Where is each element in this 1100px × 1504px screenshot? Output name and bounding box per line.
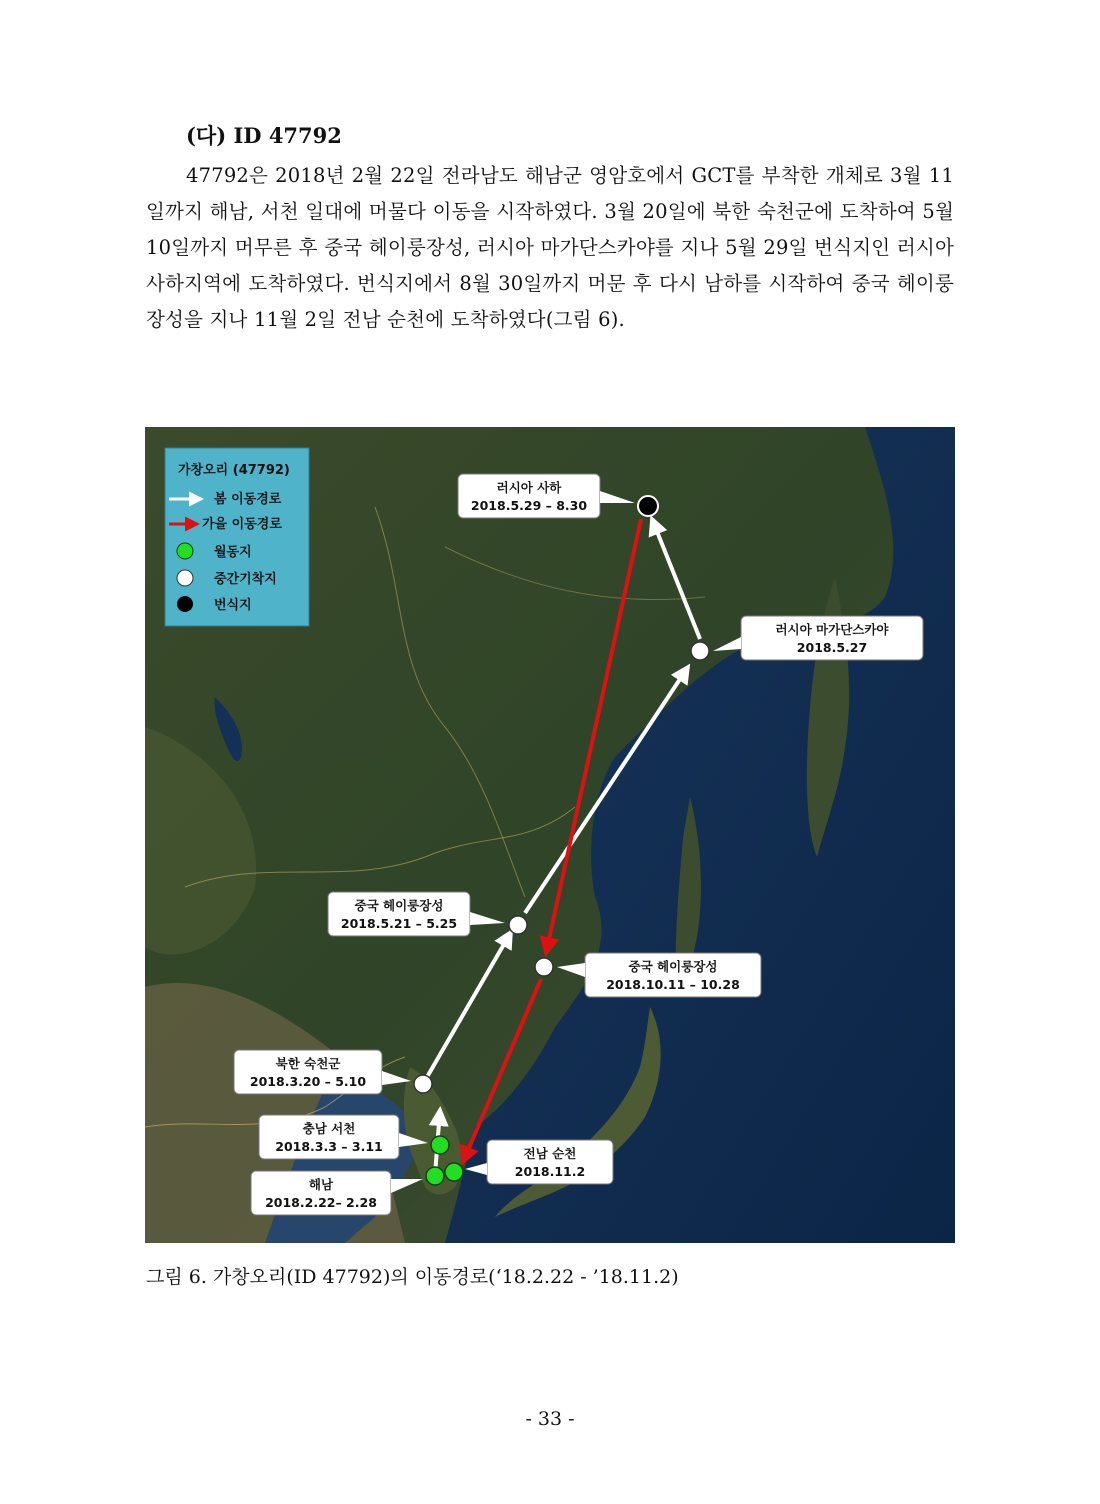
legend-stopover: 중간기착지 [214, 572, 277, 587]
svg-text:해남: 해남 [308, 1177, 334, 1192]
migration-map [145, 427, 955, 1243]
svg-text:2018.3.3 – 3.11: 2018.3.3 – 3.11 [275, 1139, 383, 1154]
label-suncheon [465, 1140, 613, 1184]
svg-text:러시아 마가단스카야: 러시아 마가단스카야 [775, 622, 889, 637]
legend-spring: 봄 이동경로 [214, 492, 282, 507]
legend-stopover-dot [177, 570, 193, 586]
legend-breeding: 번식지 [214, 598, 252, 613]
svg-text:전남 순천: 전남 순천 [523, 1146, 577, 1161]
svg-text:2018.3.20 – 5.10: 2018.3.20 – 5.10 [249, 1074, 367, 1089]
legend-breeding-dot [177, 596, 193, 612]
svg-text:2018.5.27: 2018.5.27 [796, 640, 868, 655]
legend-title: 가창오리 (47792) [178, 463, 290, 478]
marker-magadan [691, 642, 709, 660]
section-heading: (다) ID 47792 [186, 123, 342, 148]
svg-text:충남 서천: 충남 서천 [302, 1121, 356, 1136]
marker-sukchon [414, 1075, 432, 1093]
marker-heilong-spring [509, 916, 527, 934]
svg-text:중국 헤이룽장성: 중국 헤이룽장성 [354, 898, 444, 913]
map-legend [165, 448, 309, 626]
label-heilong-autumn [557, 953, 761, 997]
svg-text:북한 숙천군: 북한 숙천군 [275, 1056, 341, 1071]
marker-seocheon [431, 1136, 449, 1154]
marker-sakha [638, 496, 658, 516]
svg-text:중국 헤이룽장성: 중국 헤이룽장성 [628, 959, 718, 974]
legend-wintering: 월동지 [214, 545, 252, 560]
svg-text:2018.5.21 – 5.25: 2018.5.21 – 5.25 [340, 916, 458, 931]
svg-text:2018.11.2: 2018.11.2 [514, 1164, 586, 1179]
svg-text:2018.10.11 – 10.28: 2018.10.11 – 10.28 [606, 977, 740, 992]
svg-text:러시아 사하: 러시아 사하 [496, 480, 562, 495]
label-magadan [713, 616, 923, 660]
figure-caption: 그림 6. 가창오리(ID 47792)의 이동경로(‘18.2.22 - ’18.11.2) [146, 1266, 679, 1288]
page-number: - 33 - [525, 1408, 575, 1430]
legend-autumn: 가을 이동경로 [202, 517, 282, 532]
marker-suncheon [445, 1163, 463, 1181]
legend-wintering-dot [177, 543, 193, 559]
svg-text:2018.5.29 – 8.30: 2018.5.29 – 8.30 [470, 498, 588, 513]
marker-haenam [426, 1167, 444, 1185]
body-paragraph: 47792은 2018년 2월 22일 전라남도 해남군 영암호에서 GCT를 부착한 개체로 3월 11일까지 해남, 서천 일대에 머물다 이동을 시작하였다. 3월 20일에 북한 숙천군에 도착하여 5월 10일까지 머무른 후 중국 헤이룽장성, 러시아 마가단스카야를 지나 5월 29일 번식지인 러시아 사하지역에 도착하였다. 번식지에서 8월 30일까지 머문 후 다시 남하를 시작하여 중국 헤이룽장성을 지나 11월 2일 전남 순천에 도착하였다(그림 6). [146, 164, 954, 331]
migration-map-figure [145, 427, 955, 1243]
svg-text:2018.2.22– 2.28: 2018.2.22– 2.28 [265, 1195, 377, 1210]
marker-heilong-autumn [535, 958, 553, 976]
